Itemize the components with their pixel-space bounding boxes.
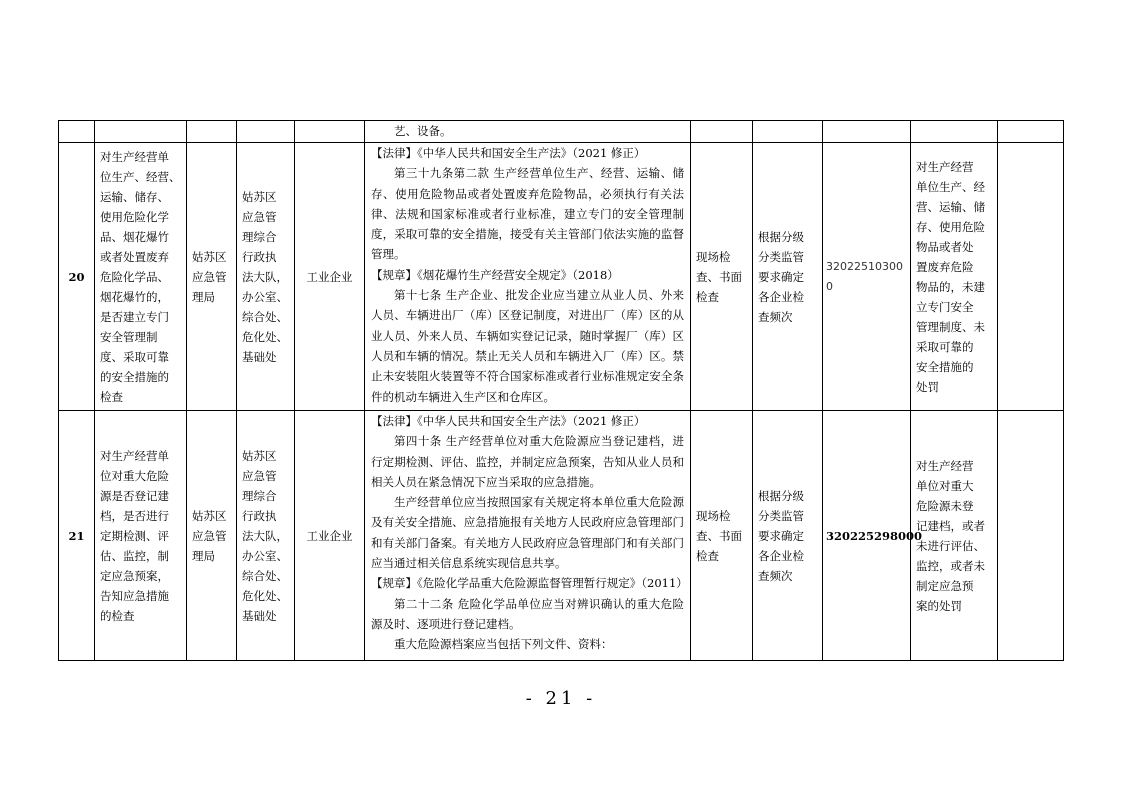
result-cell — [911, 121, 998, 143]
basis-text: 第二十二条 危险化学品单位应当对辨识确认的重大危险源及时、逐项进行登记建档。 — [371, 596, 684, 631]
target-cell — [295, 121, 365, 143]
basis-text: 第四十条 生产经营单位对重大危险源应当登记建档，进行定期检测、评估、监控，并制定应急预案，告知从业人员和相关人员在紧急情况下应当采取的应急措施。 — [371, 434, 684, 489]
inspection-method: 现场检 查、书面 检查 — [691, 411, 753, 661]
number-cell — [59, 121, 95, 143]
table-row — [59, 143, 1064, 411]
executing-unit: 姑苏区 应急管 理综合 行政执 法大队， 办公室、 综合处、 危化处、 基础处 — [237, 411, 295, 661]
row-number: 20 — [59, 143, 95, 411]
inspection-frequency: 根据分级 分类监管 要求确定 各企业检 查频次 — [753, 411, 823, 661]
basis-text: 第三十九条第二款 生产经营单位生产、经营、运输、储存、使用危险物品或者处置废弃危险物品，必须执行有关法律、法规和国家标准或者行业标准，建立专门的安全管理制度，采取可靠的安全措施，接受有关主管部门依法实施的监督管理。 — [371, 166, 684, 262]
legal-basis-cell — [365, 143, 691, 411]
remark-cell — [998, 121, 1064, 143]
table-row — [59, 121, 1064, 143]
inspection-frequency: 根据分级 分类监管 要求确定 各企业检 查频次 — [753, 143, 823, 411]
frequency-cell — [753, 121, 823, 143]
penalty-item: 对生产经营 单位对重大 危险源未登 记建档，或者 未进行评估、 监控，或者未 制定应急预 案的处罚 — [911, 411, 998, 661]
legal-basis-cell — [365, 121, 691, 143]
department: 姑苏区 应急管 理局 — [187, 411, 237, 661]
basis-heading: 【法律】《中华人民共和国安全生产法》（2021 修正） — [371, 146, 646, 160]
remark-cell — [998, 411, 1064, 661]
method-cell — [691, 121, 753, 143]
department: 姑苏区 应急管 理局 — [187, 143, 237, 411]
basis-text: 生产经营单位应当按照国家有关规定将本单位重大危险源及有关安全措施、应急措施报有关地方人民政府应急管理部门和有关部门备案。有关地方人民政府应急管理部门和有关部门应当通过相关信息系统实现信息共享。 — [371, 495, 684, 571]
legal-basis-cell — [365, 411, 691, 661]
basis-text: 第十七条 生产企业、批发企业应当建立从业人员、外来人员、车辆进出厂（库）区登记制度，对进出厂（库）区的从业人员、外来人员、车辆如实登记记录，随时掌握厂（库）区人员和车辆的情况。禁止无关人员和车辆进入厂（库）区。禁止未安装阻火装置等不符合国家标准或者行业标准规定安全条件的机动车辆进入生产区和仓库区。 — [371, 288, 684, 404]
item-code: 32022510300 0 — [823, 143, 911, 411]
dept-cell — [187, 121, 237, 143]
exec-cell — [237, 121, 295, 143]
executing-unit: 姑苏区 应急管 理综合 行政执 法大队， 办公室、 综合处、 危化处、 基础处 — [237, 143, 295, 411]
basis-heading: 【规章】《危险化学品重大危险源监督管理暂行规定》（2011） — [371, 576, 688, 591]
penalty-item: 对生产经营 单位生产、经 营、运输、储 存、使用危险 物品或者处 置废弃危险 物品的，未建 立专门安全 管理制度、未 采取可靠的 安全措施的 处罚 — [911, 143, 998, 411]
inspection-target: 工业企业 — [295, 143, 365, 411]
basis-heading: 【规章】《烟花爆竹生产经营安全规定》（2018） — [371, 267, 619, 282]
item-code: 320225298000 — [823, 411, 911, 661]
remark-cell — [998, 143, 1064, 411]
inspection-target: 工业企业 — [295, 411, 365, 661]
basis-text: 重大危险源档案应当包括下列文件、资料： — [394, 637, 613, 652]
row-number: 21 — [59, 411, 95, 661]
inspection-items-table — [58, 120, 1064, 661]
item-cell — [95, 121, 187, 143]
inspection-item: 对生产经营单 位生产、经营、 运输、储存、 使用危险化学 品、烟花爆竹 或者处置废弃 危险化学品、 烟花爆竹的， 是否建立专门 安全管理制 度、采取可靠 的安全措施的 检查 — [95, 143, 187, 411]
table-row — [59, 411, 1064, 661]
page-number: - 21 - — [525, 688, 597, 709]
basis-heading: 【法律】《中华人民共和国安全生产法》（2021 修正） — [371, 414, 646, 428]
code-cell — [823, 121, 911, 143]
inspection-method: 现场检 查、书面 检查 — [691, 143, 753, 411]
basis-text: 艺、设备。 — [394, 124, 452, 138]
inspection-item: 对生产经营单 位对重大危险 源是否登记建 档，是否进行 定期检测、评 估、监控，制 定应急预案， 告知应急措施 的检查 — [95, 411, 187, 661]
